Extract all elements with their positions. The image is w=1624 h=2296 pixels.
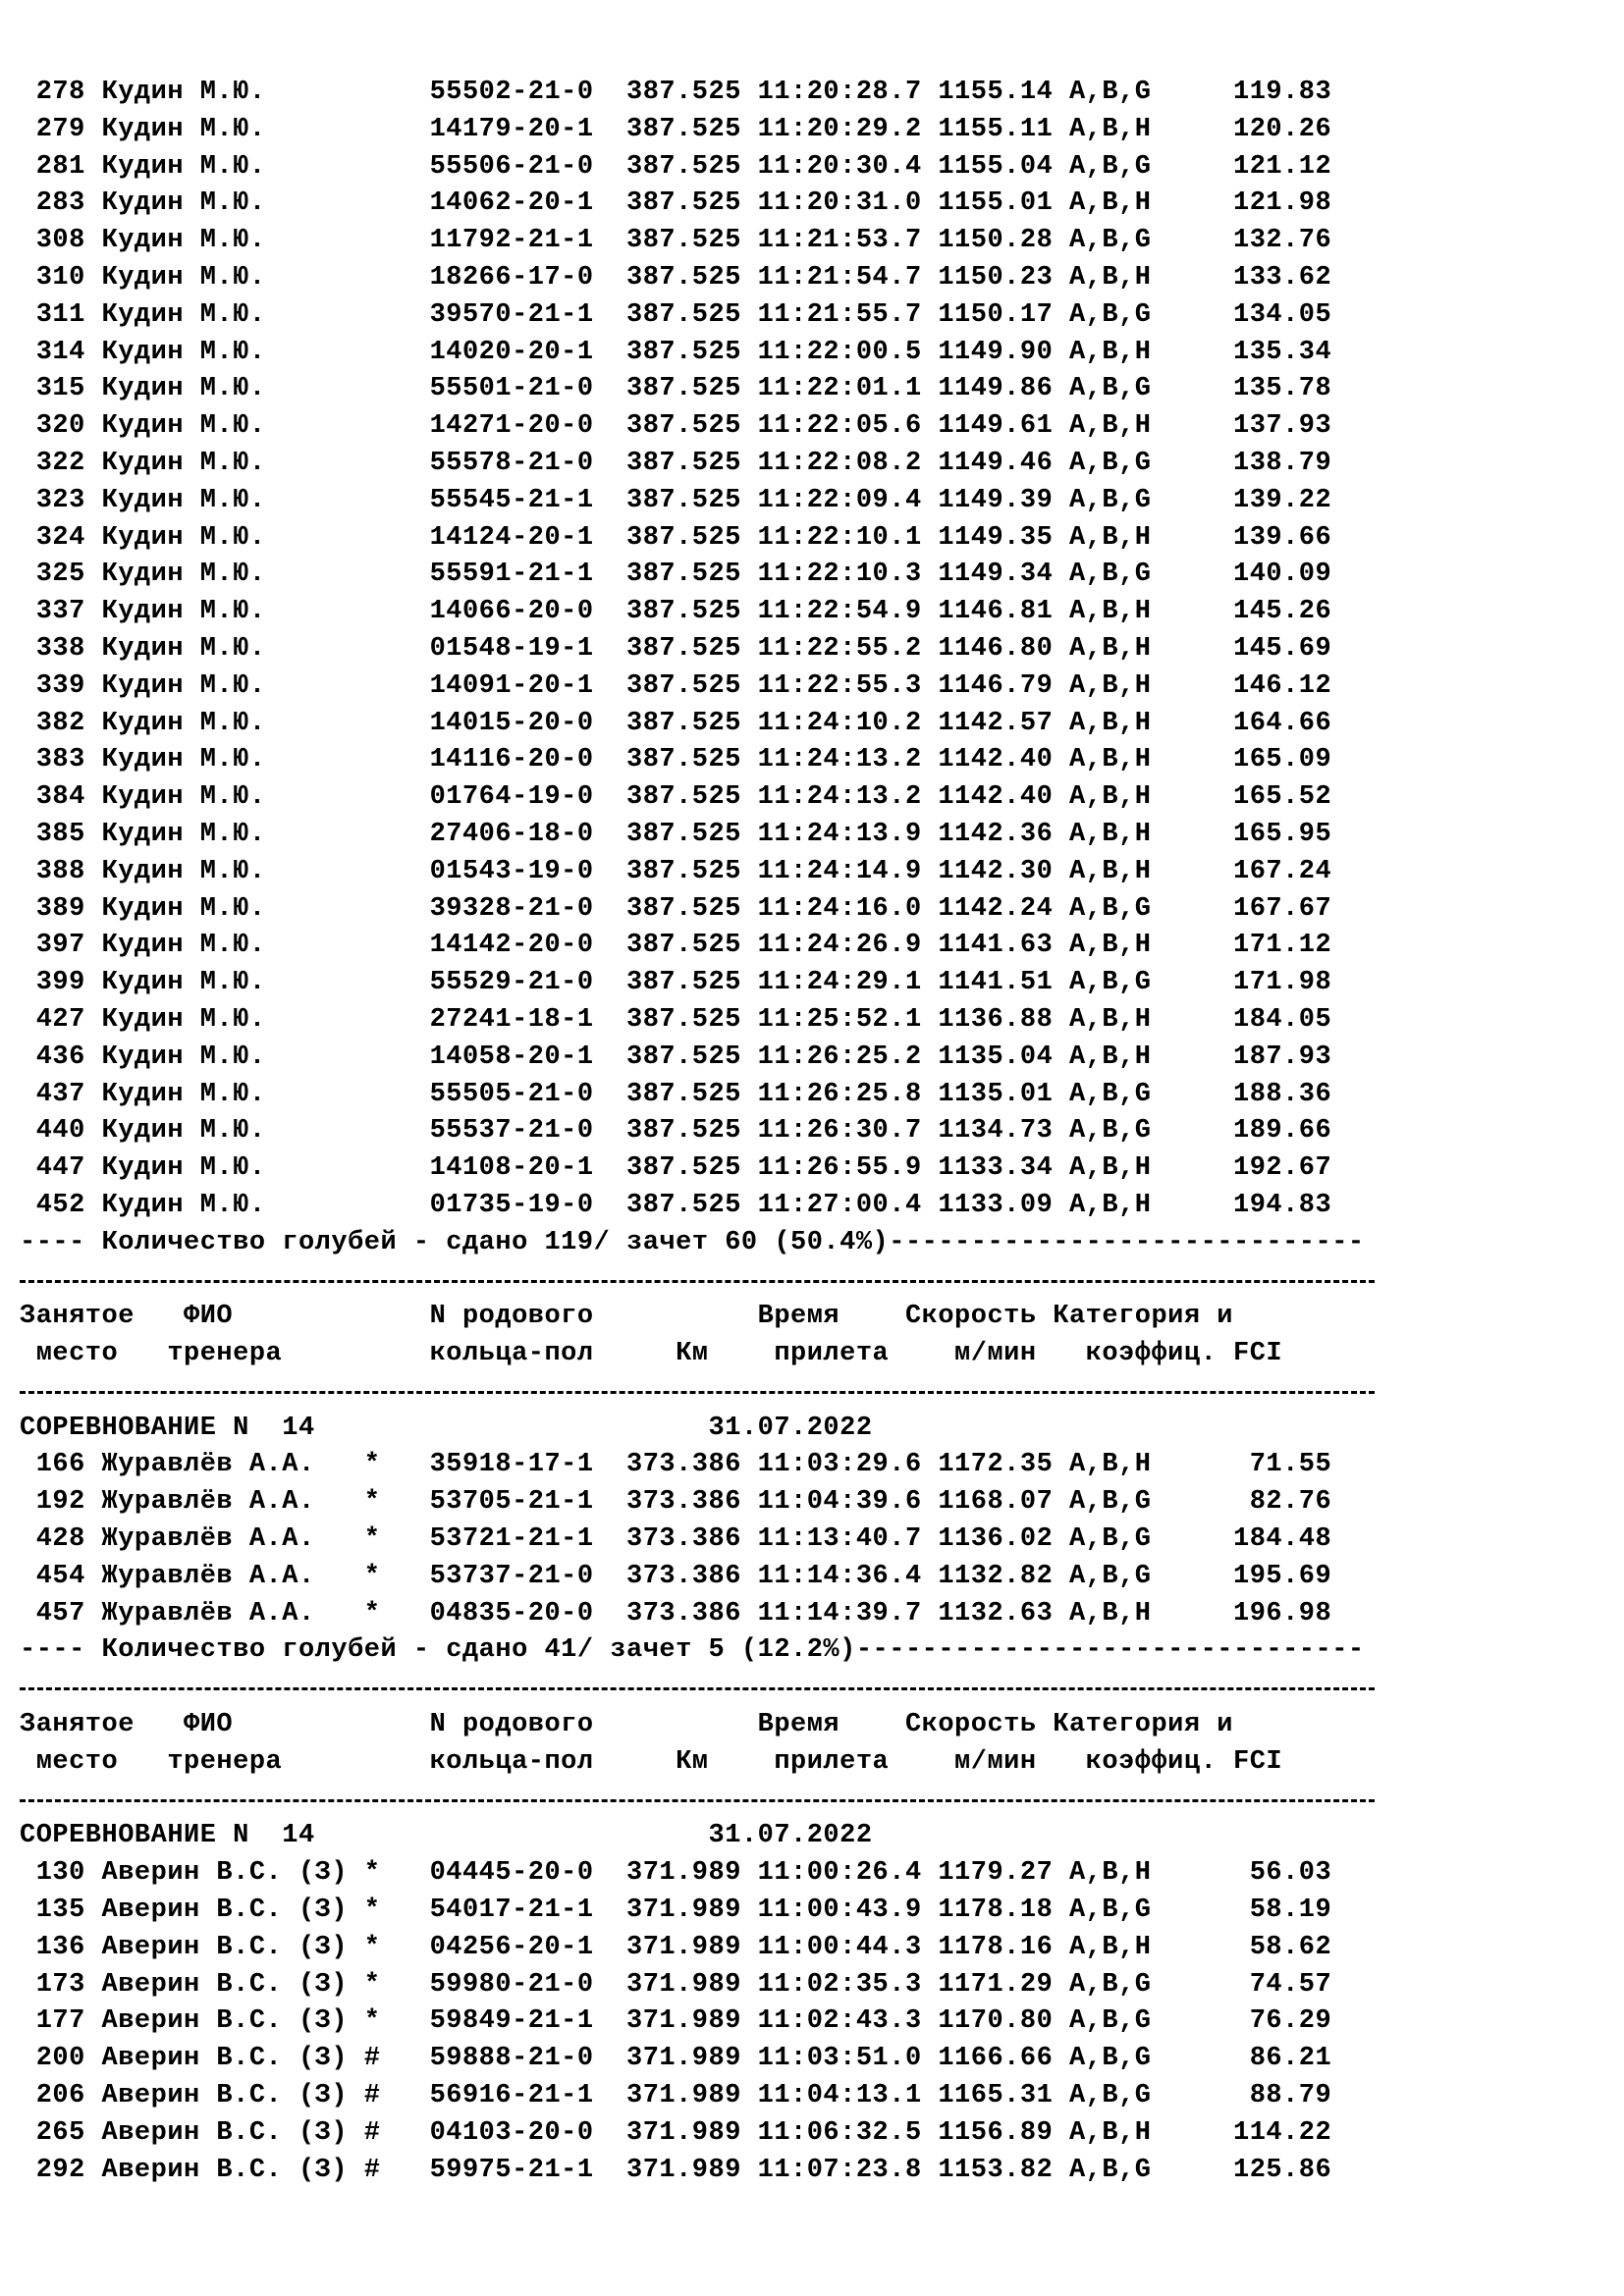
result-row: 323 Кудин М.Ю. 55545-21-1 387.525 11:22:09.4 1149.39 A,B,G 139.22 <box>20 485 1332 515</box>
dashed-separator <box>20 1670 1365 1707</box>
result-row: 281 Кудин М.Ю. 55506-21-0 387.525 11:20:30.4 1155.04 A,B,G 121.12 <box>20 151 1332 182</box>
result-row: 279 Кудин М.Ю. 14179-20-1 387.525 11:20:29.2 1155.11 A,B,H 120.26 <box>20 114 1332 144</box>
results-document <box>20 75 1365 2189</box>
result-row: 278 Кудин М.Ю. 55502-21-0 387.525 11:20:28.7 1155.14 A,B,G 119.83 <box>20 78 1332 107</box>
result-row: 200 Аверин В.С. (З) # 59888-21-0 371.989 11:03:51.0 1166.66 A,B,G 86.21 <box>20 2044 1332 2074</box>
result-row: 177 Аверин В.С. (З) * 59849-21-1 371.989 11:02:43.3 1170.80 A,B,G 76.29 <box>20 2006 1332 2037</box>
column-header-line-2: место тренера кольца-пол Км прилета м/мин коэффиц. FCI <box>20 1339 1283 1369</box>
result-row: 436 Кудин М.Ю. 14058-20-1 387.525 11:26:25.2 1135.04 A,B,H 187.93 <box>20 1041 1332 1072</box>
result-row: 440 Кудин М.Ю. 55537-21-0 387.525 11:26:30.7 1134.73 A,B,G 189.66 <box>20 1116 1332 1147</box>
result-row: 166 Журавлёв А.А. * 35918-17-1 373.386 11:03:29.6 1172.35 A,B,H 71.55 <box>20 1450 1332 1480</box>
result-row: 452 Кудин М.Ю. 01735-19-0 387.525 11:27:00.4 1133.09 A,B,H 194.83 <box>20 1190 1332 1220</box>
result-row: 447 Кудин М.Ю. 14108-20-1 387.525 11:26:55.9 1133.34 A,B,H 192.67 <box>20 1153 1332 1184</box>
result-row: 437 Кудин М.Ю. 55505-21-0 387.525 11:26:25.8 1135.01 A,B,G 188.36 <box>20 1079 1332 1109</box>
dashed-separator <box>20 1262 1365 1300</box>
column-header-line-1: Занятое ФИО N родового Время Скорость Категория и <box>20 1302 1233 1332</box>
dashed-separator <box>20 1782 1365 1819</box>
result-row: 428 Журавлёв А.А. * 53721-21-1 373.386 11:13:40.7 1136.02 A,B,G 184.48 <box>20 1524 1332 1555</box>
result-row: 283 Кудин М.Ю. 14062-20-1 387.525 11:20:31.0 1155.01 A,B,H 121.98 <box>20 188 1332 219</box>
result-row: 454 Журавлёв А.А. * 53737-21-0 373.386 11:14:36.4 1132.82 A,B,G 195.69 <box>20 1561 1332 1591</box>
result-row: 337 Кудин М.Ю. 14066-20-0 387.525 11:22:54.9 1146.81 A,B,H 145.26 <box>20 597 1332 627</box>
result-row: 382 Кудин М.Ю. 14015-20-0 387.525 11:24:10.2 1142.57 A,B,H 164.66 <box>20 708 1332 738</box>
column-header-line-2: место тренера кольца-пол Км прилета м/мин коэффиц. FCI <box>20 1746 1283 1777</box>
result-row: 135 Аверин В.С. (З) * 54017-21-1 371.989 11:00:43.9 1178.18 A,B,G 58.19 <box>20 1896 1332 1926</box>
competition-title: СОРЕВНОВАНИЕ N 14 31.07.2022 <box>20 1821 873 1851</box>
result-row: 136 Аверин В.С. (З) * 04256-20-1 371.989 11:00:44.3 1178.16 A,B,H 58.62 <box>20 1932 1332 1962</box>
result-row: 310 Кудин М.Ю. 18266-17-0 387.525 11:21:54.7 1150.23 A,B,H 133.62 <box>20 262 1332 293</box>
pigeon-count-summary: ---- Количество голубей - сдано 119/ зачет 60 (50.4%)----------------------------- <box>20 1227 1365 1257</box>
result-row: 130 Аверин В.С. (З) * 04445-20-0 371.989 11:00:26.4 1179.27 A,B,H 56.03 <box>20 1858 1332 1889</box>
result-row: 389 Кудин М.Ю. 39328-21-0 387.525 11:24:16.0 1142.24 A,B,G 167.67 <box>20 893 1332 924</box>
result-row: 292 Аверин В.С. (З) # 59975-21-1 371.989 11:07:23.8 1153.82 A,B,G 125.86 <box>20 2155 1332 2185</box>
result-row: 308 Кудин М.Ю. 11792-21-1 387.525 11:21:53.7 1150.28 A,B,G 132.76 <box>20 226 1332 256</box>
result-row: 314 Кудин М.Ю. 14020-20-1 387.525 11:22:00.5 1149.90 A,B,H 135.34 <box>20 337 1332 367</box>
result-row: 325 Кудин М.Ю. 55591-21-1 387.525 11:22:10.3 1149.34 A,B,G 140.09 <box>20 560 1332 590</box>
result-row: 338 Кудин М.Ю. 01548-19-1 387.525 11:22:55.2 1146.80 A,B,H 145.69 <box>20 633 1332 664</box>
result-row: 315 Кудин М.Ю. 55501-21-0 387.525 11:22:01.1 1149.86 A,B,G 135.78 <box>20 374 1332 404</box>
result-row: 322 Кудин М.Ю. 55578-21-0 387.525 11:22:08.2 1149.46 A,B,G 138.79 <box>20 448 1332 478</box>
result-row: 385 Кудин М.Ю. 27406-18-0 387.525 11:24:13.9 1142.36 A,B,H 165.95 <box>20 819 1332 849</box>
result-row: 339 Кудин М.Ю. 14091-20-1 387.525 11:22:55.3 1146.79 A,B,H 146.12 <box>20 670 1332 701</box>
result-row: 192 Журавлёв А.А. * 53705-21-1 373.386 11:04:39.6 1168.07 A,B,G 82.76 <box>20 1487 1332 1518</box>
pigeon-count-summary: ---- Количество голубей - сдано 41/ зачет 5 (12.2%)------------------------------- <box>20 1635 1365 1666</box>
result-row: 457 Журавлёв А.А. * 04835-20-0 373.386 11:14:39.7 1132.63 A,B,H 196.98 <box>20 1598 1332 1629</box>
result-row: 427 Кудин М.Ю. 27241-18-1 387.525 11:25:52.1 1136.88 A,B,H 184.05 <box>20 1004 1332 1035</box>
result-row: 324 Кудин М.Ю. 14124-20-1 387.525 11:22:10.1 1149.35 A,B,H 139.66 <box>20 522 1332 553</box>
result-row: 397 Кудин М.Ю. 14142-20-0 387.525 11:24:26.9 1141.63 A,B,H 171.12 <box>20 931 1332 961</box>
result-row: 173 Аверин В.С. (З) * 59980-21-0 371.989 11:02:35.3 1171.29 A,B,G 74.57 <box>20 1969 1332 2000</box>
result-row: 265 Аверин В.С. (З) # 04103-20-0 371.989 11:06:32.5 1156.89 A,B,H 114.22 <box>20 2117 1332 2148</box>
result-row: 320 Кудин М.Ю. 14271-20-0 387.525 11:22:05.6 1149.61 A,B,H 137.93 <box>20 411 1332 442</box>
result-row: 383 Кудин М.Ю. 14116-20-0 387.525 11:24:13.2 1142.40 A,B,H 165.09 <box>20 745 1332 775</box>
column-header-line-1: Занятое ФИО N родового Время Скорость Категория и <box>20 1710 1233 1740</box>
result-row: 384 Кудин М.Ю. 01764-19-0 387.525 11:24:13.2 1142.40 A,B,H 165.52 <box>20 782 1332 813</box>
result-row: 388 Кудин М.Ю. 01543-19-0 387.525 11:24:14.9 1142.30 A,B,H 167.24 <box>20 856 1332 886</box>
dashed-separator <box>20 1373 1365 1411</box>
result-row: 399 Кудин М.Ю. 55529-21-0 387.525 11:24:29.1 1141.51 A,B,G 171.98 <box>20 968 1332 998</box>
result-row: 206 Аверин В.С. (З) # 56916-21-1 371.989 11:04:13.1 1165.31 A,B,G 88.79 <box>20 2081 1332 2111</box>
competition-title: СОРЕВНОВАНИЕ N 14 31.07.2022 <box>20 1413 873 1443</box>
result-row: 311 Кудин М.Ю. 39570-21-1 387.525 11:21:55.7 1150.17 A,B,G 134.05 <box>20 299 1332 330</box>
